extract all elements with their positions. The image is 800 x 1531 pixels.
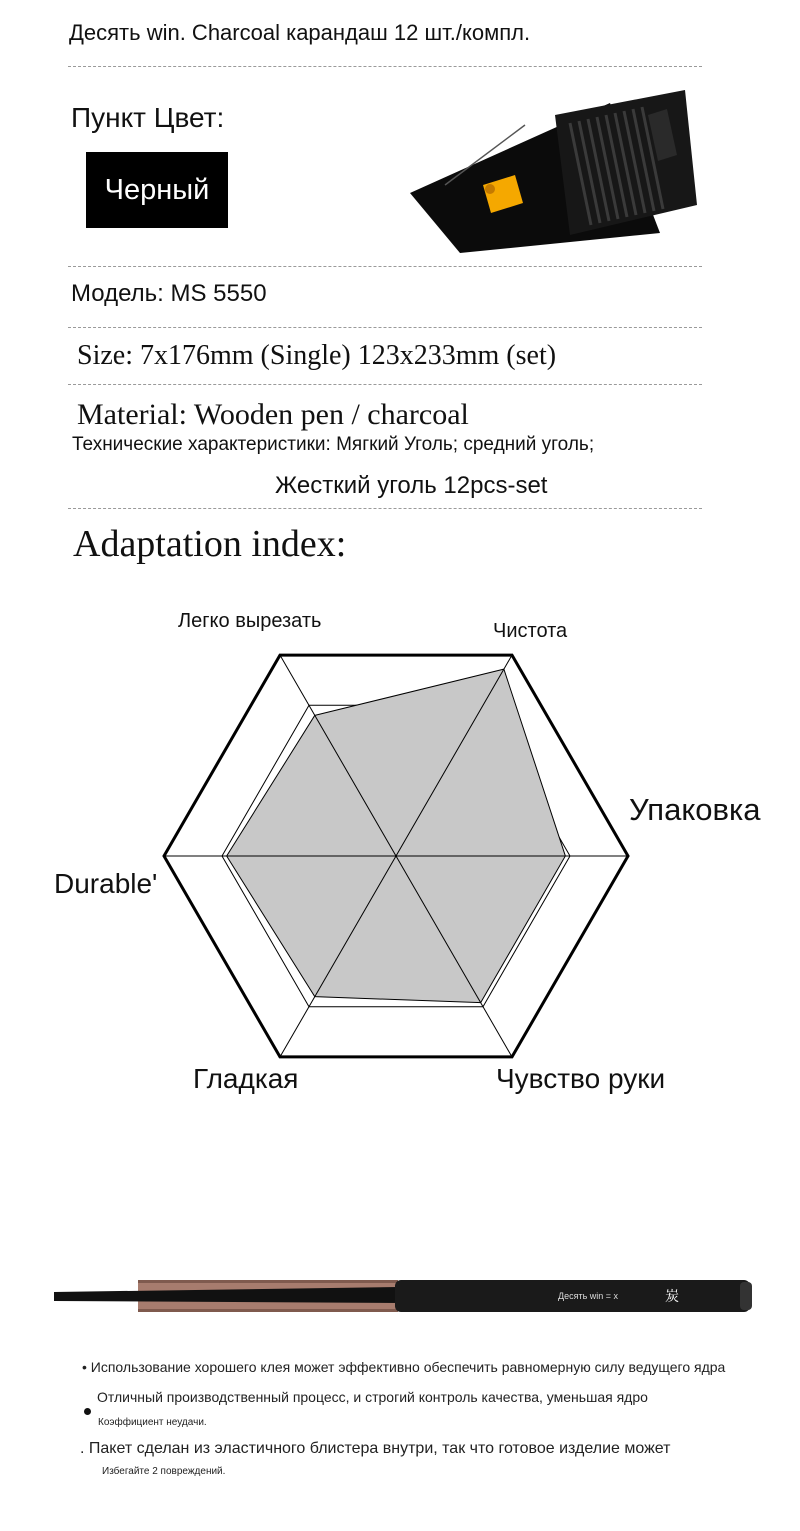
divider	[68, 508, 702, 509]
adaptation-heading: Adaptation index:	[73, 523, 347, 565]
model-text: Модель: MS 5550	[71, 280, 267, 307]
axis-label-cleanliness: Чистота	[493, 620, 568, 642]
divider	[68, 266, 702, 267]
axis-label-hand-feel: Чувство руки	[496, 1063, 666, 1094]
tech-specs-line-2: Жесткий уголь 12pcs-set	[275, 472, 548, 499]
tech-specs-line-1: Технические характеристики: Мягкий Уголь; средний уголь;	[72, 434, 595, 455]
color-option-label: Черный	[104, 173, 210, 206]
bullet-dot	[84, 1408, 91, 1415]
size-text: Size: 7x176mm (Single) 123x233mm (set)	[77, 340, 557, 371]
color-label: Пункт Цвет:	[71, 102, 225, 133]
note-line: Отличный производственный процесс, и строгий контроль качества, уменьшая ядро	[97, 1389, 648, 1405]
note-line: Избегайте 2 повреждений.	[102, 1466, 226, 1477]
divider	[68, 327, 702, 328]
axis-label-cutting: Легко вырезать	[178, 610, 322, 632]
material-text: Material: Wooden pen / charcoal	[77, 398, 469, 431]
axis-label-durable: Durable'	[54, 868, 158, 899]
note-line: . Пакет сделан из эластичного блистера внутри, так что готовое изделие может	[80, 1440, 671, 1457]
axis-label-smooth: Гладкая	[193, 1063, 299, 1094]
note-line: • Использование хорошего клея может эффективно обеспечить равномерную силу ведущего ядра	[82, 1359, 726, 1375]
charcoal-pencil-image	[50, 1276, 760, 1320]
pencil-glyph: 炭	[665, 1289, 679, 1305]
color-option-black[interactable]	[86, 152, 228, 228]
note-line: Коэффициент неудачи.	[98, 1417, 207, 1428]
product-title: Десять win. Charcoal карандаш 12 шт./компл.	[69, 20, 531, 45]
pencil-brand-label: Десять win = x	[558, 1291, 619, 1301]
divider	[68, 384, 702, 385]
axis-label-packaging: Упаковка	[629, 792, 761, 827]
radar-chart	[0, 560, 800, 1120]
divider	[68, 66, 702, 67]
pencil-set-box-image	[405, 85, 705, 255]
